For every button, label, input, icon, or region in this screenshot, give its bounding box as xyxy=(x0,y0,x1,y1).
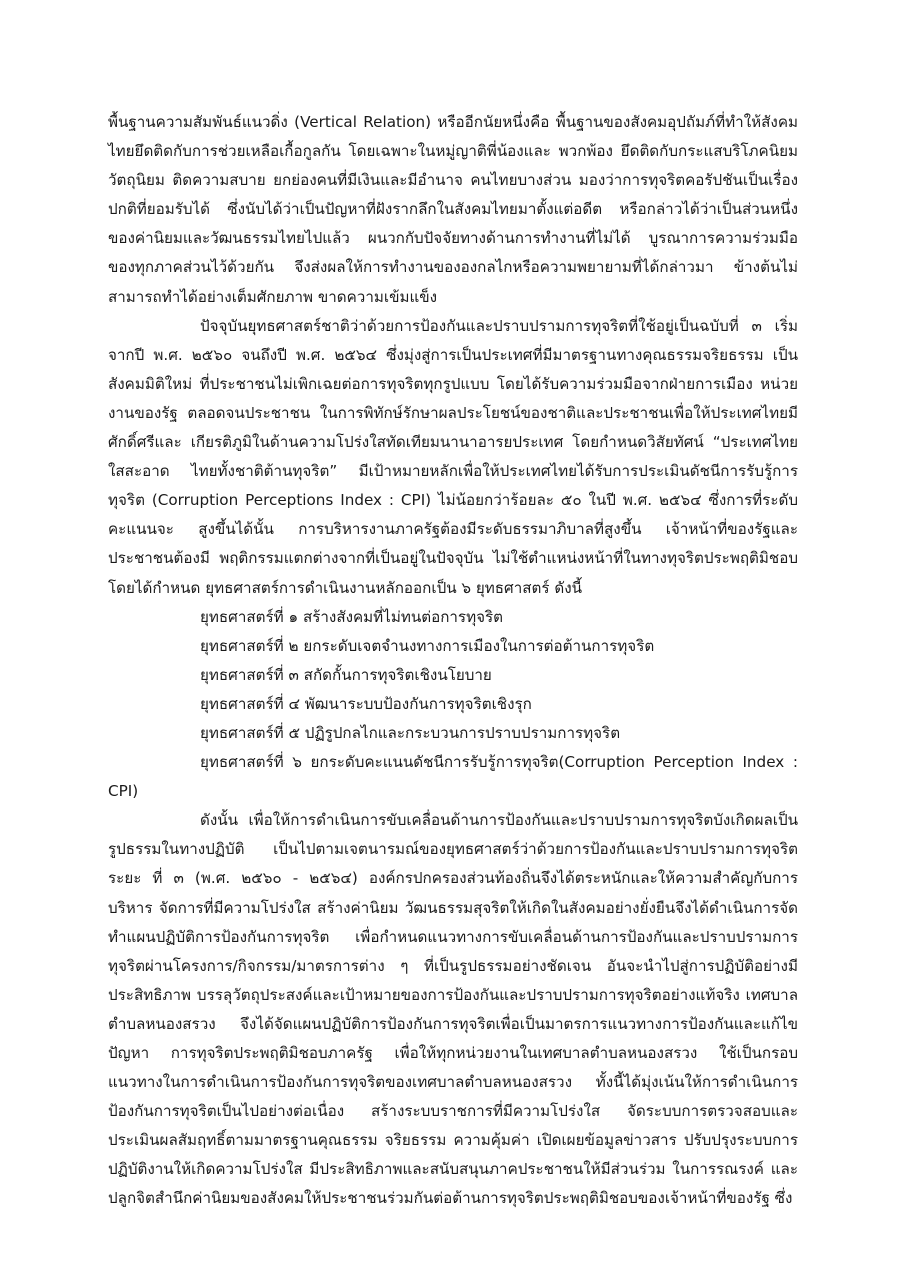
strategy-item-4: ยุทธศาสตร์ที่ ๔ พัฒนาระบบป้องกันการทุจริตเชิงรุก xyxy=(200,694,532,713)
strategy-item-2: ยุทธศาสตร์ที่ ๒ ยกระดับเจตจำนงทางการเมืองในการต่อต้านการทุจริต xyxy=(200,636,655,655)
strategy-list xyxy=(108,603,798,807)
paragraph-action-plan: ดังนั้น เพื่อให้การดำเนินการขับเคลื่อนด้านการป้องกันและปราบปรามการทุจริตบังเกิดผลเป็นรูปธรรมในทางปฏิบัติ เป็นไปตามเจตนารมณ์ของยุทธศาสตร์ว่าด้วยการป้องกันและปราบปรามการทุจริต ระยะ ที่ ๓ (พ.ศ. ๒๕๖๐ - ๒๕๖๔) องค์กรปกครองส่วนท้องถิ่นจึงได้ตระหนักและให้ความสำคัญกับการบริหาร จัดการที่มีความโปร่งใส สร้างค่านิยม วัฒนธรรมสุจริตให้เกิดในสังคมอย่างยั่งยืนจึงได้ดำเนินการจัดทำแผนปฏิบัติการป้องกันการทุจริต เพื่อกำหนดแนวทางการขับเคลื่อนด้านการป้องกันและปราบปรามการทุจริตผ่านโครงการ/กิจกรรม/มาตรการต่าง ๆ ที่เป็นรูปธรรมอย่างชัดเจน อันจะนำไปสู่การปฏิบัติอย่างมีประสิทธิภาพ บรรลุวัตถุประสงค์และเป้าหมายของการป้องกันและปราบปรามการทุจริตอย่างแท้จริง เทศบาลตำบลหนองสรวง จึงได้จัดแผนปฏิบัติการป้องกันการทุจริตเพื่อเป็นมาตรการแนวทางการป้องกันและแก้ไขปัญหา การทุจริตประพฤติมิชอบภาครัฐ เพื่อให้ทุกหน่วยงานในเทศบาลตำบลหนองสรวง ใช้เป็นกรอบแนวทางในการดำเนินการป้องกันการทุจริตของเทศบาลตำบลหนองสรวง ทั้งนี้ได้มุ่งเน้นให้การดำเนินการป้องกันการทุจริตเป็นไปอย่างต่อเนื่อง สร้างระบบราชการที่มีความโปร่งใส จัดระบบการตรวจสอบและประเมินผลสัมฤทธิ์ตามมาตรฐานคุณธรรม จริยธรรม ความคุ้มค่า เปิดเผยข้อมูลข่าวสาร ปรับปรุงระบบการปฏิบัติงานให้เกิดความโปร่งใส มีประสิทธิภาพและสนับสนุนภาคประชาชนให้มีส่วนร่วม ในการรณรงค์ และปลูกจิตสำนึกค่านิยมของสังคมให้ประชาชนร่วมกันต่อต้านการทุจริตประพฤติมิชอบของเจ้าหน้าที่ของรัฐ ซึ่ง xyxy=(108,811,798,1208)
paragraph-vertical-relation: พื้นฐานความสัมพันธ์แนวดิ่ง (Vertical Relation) หรืออีกนัยหนึ่งคือ พื้นฐานของสังคมอุปถัมภ์ที่ทำให้สังคมไทยยึดติดกับการช่วยเหลือเกื้อกูลกัน โดยเฉพาะในหมู่ญาติพี่น้องและ พวกพ้อง ยึดติดกับกระแสบริโภคนิยม วัตถุนิยม ติดความสบาย ยกย่องคนที่มีเงินและมีอำนาจ คนไทยบางส่วน มองว่าการทุจริตคอรัปชันเป็นเรื่องปกติที่ยอมรับได้ ซึ่งนับได้ว่าเป็นปัญหาที่ฝังรากลึกในสังคมไทยมาตั้งแต่อดีต หรือกล่าวได้ว่าเป็นส่วนหนึ่งของค่านิยมและวัฒนธรรมไทยไปแล้ว ผนวกกับปัจจัยทางด้านการทำงานที่ไม่ได้ บูรณาการความร่วมมือของทุกภาคส่วนไว้ด้วยกัน จึงส่งผลให้การทำงานขององกลไกหรือความพยายามที่ได้กล่าวมา ข้างต้นไม่สามารถทำได้อย่างเต็มศักยภาพ ขาดความเข้มแข็ง xyxy=(108,113,798,306)
strategy-item-3: ยุทธศาสตร์ที่ ๓ สกัดกั้นการทุจริตเชิงนโยบาย xyxy=(200,665,492,684)
strategy-item-5: ยุทธศาสตร์ที่ ๕ ปฏิรูปกลไกและกระบวนการปราบปรามการทุจริต xyxy=(200,723,621,742)
paragraph-national-strategy: ปัจจุบันยุทธศาสตร์ชาติว่าด้วยการป้องกันและปราบปรามการทุจริตที่ใช้อยู่เป็นฉบับที่ ๓ เริ่มจากปี พ.ศ. ๒๕๖๐ จนถึงปี พ.ศ. ๒๕๖๔ ซึ่งมุ่งสู่การเป็นประเทศที่มีมาตรฐานทางคุณธรรมจริยธรรม เป็นสังคมมิติใหม่ ที่ประชาชนไม่เพิกเฉยต่อการทุจริตทุกรูปแบบ โดยได้รับความร่วมมือจากฝ่ายการเมือง หน่วยงานของรัฐ ตลอดจนประชาชน ในการพิทักษ์รักษาผลประโยชน์ของชาติและประชาชนเพื่อให้ประเทศไทยมีศักดิ์ศรีและ เกียรติภูมิในด้านความโปร่งใสทัดเทียมนานาอารยประเทศ โดยกำหนดวิสัยทัศน์ “ประเทศไทยใสสะอาด ไทยทั้งชาติต้านทุจริต” มีเป้าหมายหลักเพื่อให้ประเทศไทยได้รับการประเมินดัชนีการรับรู้การทุจริต (Corruption Perceptions Index : CPI) ไม่น้อยกว่าร้อยละ ๕๐ ในปี พ.ศ. ๒๕๖๔ ซึ่งการที่ระดับคะแนนจะ สูงขึ้นได้นั้น การบริหารงานภาครัฐต้องมีระดับธรรมาภิบาลที่สูงขึ้น เจ้าหน้าที่ของรัฐและประชาชนต้องมี พฤติกรรมแตกต่างจากที่เป็นอยู่ในปัจจุบัน ไม่ใช้ตำแหน่งหน้าที่ในทางทุจริตประพฤติมิชอบ โดยได้กำหนด ยุทธศาสตร์การดำเนินงานหลักออกเป็น ๖ ยุทธศาสตร์ ดังนี้ xyxy=(108,316,798,597)
document-page xyxy=(108,108,798,1214)
strategy-item-6: ยุทธศาสตร์ที่ ๖ ยกระดับคะแนนดัชนีการรับรู้การทุจริต(Corruption Perception Index : CPI) xyxy=(108,753,798,801)
strategy-item-1: ยุทธศาสตร์ที่ ๑ สร้างสังคมที่ไม่ทนต่อการทุจริต xyxy=(200,607,504,626)
